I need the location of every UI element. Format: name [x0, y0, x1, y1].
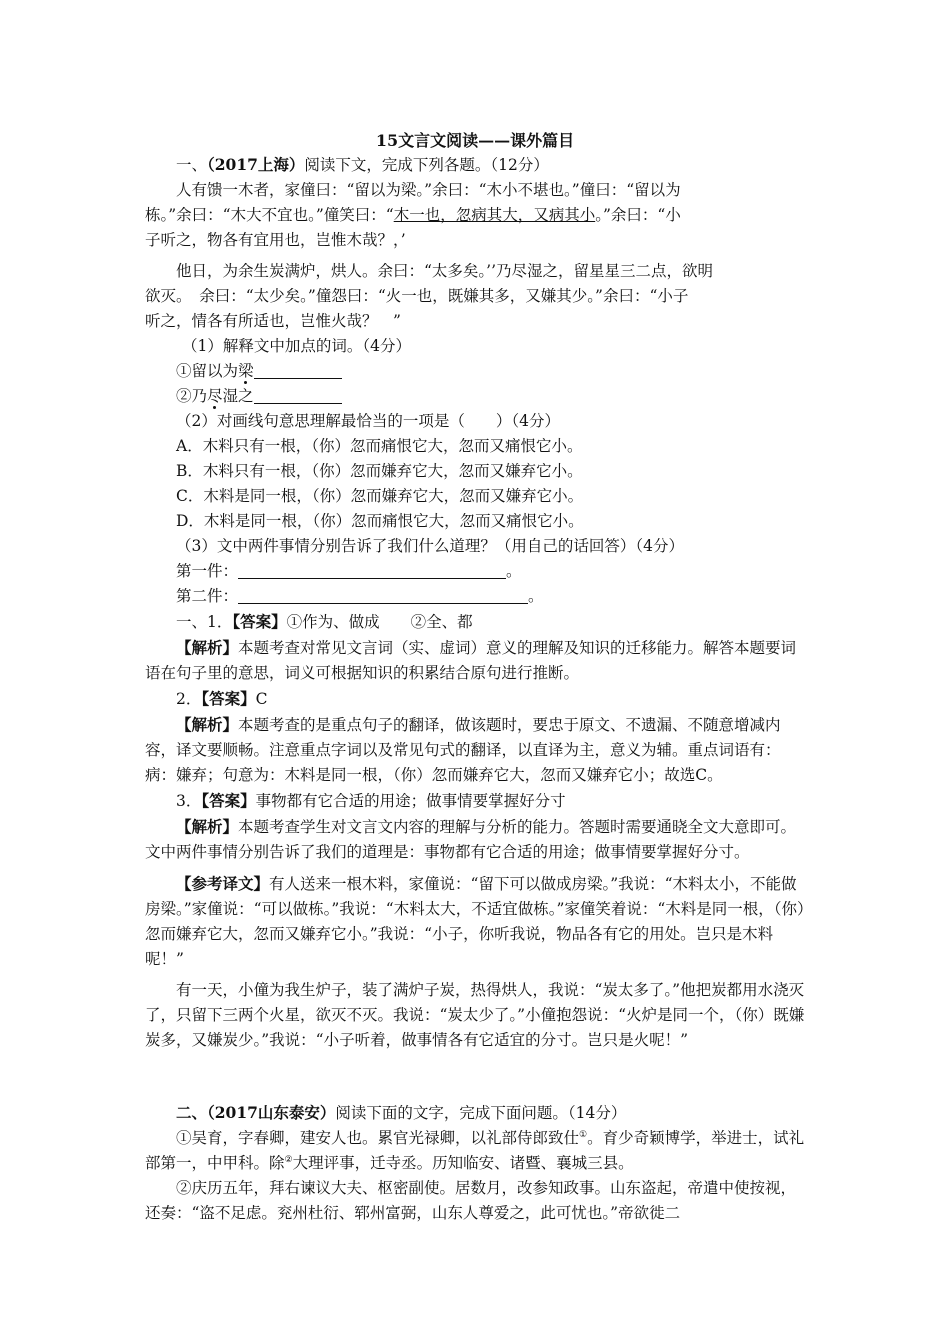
section-two-paragraph-2: ②庆历五年，拜右谏议大夫、枢密副使。居数月，改参知政事。山东盗起，帝遣中使按视，还奏：“盗不足虑。兖州杜衍、郓州富弼，山东人尊爱之，此可忧也。”帝欲徙二 — [145, 1179, 797, 1222]
question-1-stem: （1）解释文中加点的词。（4分） — [182, 337, 411, 355]
question-3-first: 第一件： 。 — [176, 562, 522, 580]
document-title: 15文言文阅读——课外篇目 — [375, 131, 575, 150]
dotted-word: 尽 — [207, 387, 223, 405]
section-two-heading: 二、（2017山东泰安）阅读下面的文字，完成下面问题。（14分） — [176, 1103, 627, 1122]
answer-blank[interactable] — [254, 387, 342, 404]
question-1-item-1: ①留以为梁 — [145, 359, 808, 384]
explanation-2: 【解析】本题考查的是重点句子的翻译，做该题时，要忠于原文、不遗漏、不随意增减内容，译文要顺畅。注意重点字词以及常见句式的翻译，以直译为主，意义为辅。重点词语有：病：嫌弃；句意为：木料是同一根，（你）忽而嫌弃它大，忽而又嫌弃它小；故选C。 — [145, 715, 781, 784]
answer-tag: 【答案】 — [232, 612, 287, 631]
explanation-tag: 【解析】 — [176, 715, 239, 734]
answer-3: 3．【答案】事物都有它合适的用途；做事情要掌握好分寸 — [176, 791, 566, 810]
question-1-item-2: ②乃尽湿之 — [145, 384, 808, 409]
option-c[interactable]: C．木料是同一根，（你）忽而嫌弃它大，忽而又嫌弃它小。 — [176, 487, 584, 505]
answer-blank[interactable] — [254, 362, 342, 379]
explanation-tag: 【解析】 — [176, 817, 239, 836]
section-one — [145, 152, 808, 1053]
source-label: （2017山东泰安） — [207, 1103, 336, 1122]
option-a[interactable]: A．木料只有一根，（你）忽而痛恨它大，忽而又痛恨它小。 — [176, 437, 583, 455]
question-3-second: 第二件： 。 — [176, 587, 544, 605]
source-label: （2017上海） — [207, 155, 305, 174]
translation-paragraph-1: 【参考译文】有人送来一根木料，家僮说：“留下可以做成房梁。”我说：“木料太小，不能做房梁。”家僮说：“可以做栋。”我说：“木料太大，不适宜做栋。”家僮笑着说：“木料是同一根，（你）忽而嫌弃它大，忽而又嫌弃它小。”我说：“小子，你听我说，物品各有它的用处。岂只是木料呢！” — [145, 874, 805, 968]
passage-paragraph-2: 他日，为余生炭满炉，烘人。余曰：“太多矣。’’乃尽湿之，留星星三二点，欲明 欲灭。 余曰：“太少矣。”僮怨曰：“火一也，既嫌其多，又嫌其少。”余曰：“小子 听之，情各有所适也，岂惟火哉？ ” — [145, 262, 714, 330]
question-2-stem: （2）对画线句意思理解最恰当的一项是（ ）（4分） — [176, 412, 560, 430]
explanation-1: 【解析】本题考查对常见文言词（实、虚词）意义的理解及知识的迁移能力。解答本题要词语在句子里的意思，词义可根据知识的积累结合原句进行推断。 — [145, 638, 797, 682]
explanation-tag: 【解析】 — [176, 638, 239, 657]
footnote-marker[interactable]: ① — [579, 1129, 588, 1140]
translation-paragraph-2: 有一天，小僮为我生炉子，装了满炉子炭，热得烘人，我说：“炭太多了。”他把炭都用水浇灭了，只留下三两个火星，欲灭不灭。我说：“炭太少了。”小僮抱怨说：“火炉是同一个，（你）既嫌炭多，又嫌炭少。”我说：“小子听着，做事情各有它适宜的分寸。岂只是火呢！” — [145, 981, 805, 1049]
answer-blank[interactable] — [238, 587, 528, 604]
answer-blank[interactable] — [238, 562, 506, 579]
option-b[interactable]: B．木料只有一根，（你）忽而嫌弃它大，忽而又嫌弃它小。 — [176, 462, 583, 480]
answer-tag: 【答案】 — [201, 689, 256, 708]
section-two — [145, 1100, 808, 1226]
explanation-3: 【解析】本题考查学生对文言文内容的理解与分析的能力。答题时需要通晓全文大意即可。文中两件事情分别告诉了我们的道理是：事物都有它合适的用途；做事情要掌握好分寸。 — [145, 817, 797, 861]
underlined-sentence: 木一也，忽病其大，又病其小 — [393, 206, 596, 224]
option-d[interactable]: D．木料是同一根，（你）忽而痛恨它大，忽而又痛恨它小。 — [176, 512, 584, 530]
answer-tag: 【答案】 — [201, 791, 256, 810]
section-two-paragraph-1: ①吴育，字春卿，建安人也。累官光禄卿，以礼部侍郎致仕①。育少奇颖博学，举进士，试礼部第一，中甲科。除②大理评事，迁寺丞。历知临安、诸暨、襄城三县。 — [145, 1129, 805, 1172]
answer-1: 一、1．【答案】①作为、做成 ②全、都 — [176, 612, 473, 631]
question-3-stem: （3）文中两件事情分别告诉了我们什么道理？（用自己的话回答）（4分） — [176, 537, 684, 555]
section-one-heading: 一、（2017上海）阅读下文，完成下列各题。（12分） — [176, 155, 549, 174]
dotted-word: 梁 — [238, 362, 254, 380]
passage-paragraph-1: 人有馈一木者，家僮曰：“留以为梁。”余曰：“木小不堪也。”僮曰：“留以为 栋。”余曰：“木大不宜也。”僮笑曰：“木一也，忽病其大，又病其小。”余曰：“小 子听之，物各有宜用也，岂惟木哉？，’ — [145, 181, 681, 249]
answer-2: 2．【答案】C — [176, 689, 268, 708]
translation-tag: 【参考译文】 — [176, 874, 270, 893]
footnote-marker[interactable]: ② — [284, 1154, 293, 1165]
